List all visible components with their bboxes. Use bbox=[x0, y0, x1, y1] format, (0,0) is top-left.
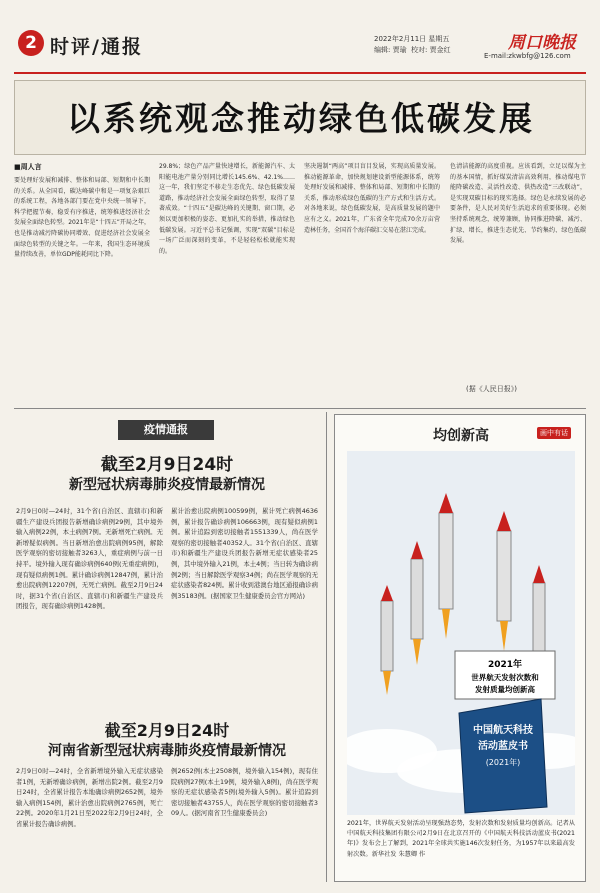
headline-box bbox=[14, 80, 586, 155]
issue-staff bbox=[374, 45, 451, 56]
banner-line2: 世界航天发射次数和 bbox=[471, 673, 539, 682]
epidemic-body-right: 累计治愈出院病例100599例，累计死亡病例4636例，累计报告确诊病例106663例，现有疑似病例1例。累计追踪到密切接触者1551339人，尚在医学观察的密切接触者40352人。31个省(自治区、直辖市)和新疆生产建设兵团报告新增无症状感染者25例，其中境外输入21例，本土4例；当日转为确诊病例2例；当日解除医学观察34例；尚在医学观察的无症状感染者824例。累计收到港澳台地区通报确诊病例35183例。(据国家卫生健康委员会官方网站) bbox=[171, 507, 318, 600]
cartoon-caption: 2021年，世界航天发射活动呈现强劲态势，发射次数和发射质量均创新高。记者从中国航天科技集团有限公司2月9日在北京召开的《中国航天科技活动蓝皮书(2021年)》发布会上了解到，2021年全球共实施146次发射任务，为1957年以来最高发射次数。新华社发 朱慧卿 作 bbox=[347, 820, 575, 858]
proofreader: 校对: 贾金红 bbox=[411, 46, 451, 54]
article-column-2 bbox=[159, 162, 295, 400]
henan-title-line2: 河南省新型冠状病毒肺炎疫情最新情况 bbox=[48, 743, 286, 759]
book-title-line3: (2021年) bbox=[485, 758, 521, 767]
main-headline: 以系统观念推动绿色低碳发展 bbox=[67, 99, 535, 138]
henan-body bbox=[16, 766, 318, 876]
book-title-line1: 中国航天科技 bbox=[473, 725, 533, 736]
issue-date: 2022年2月11日 星期五 bbox=[374, 35, 450, 43]
main-article bbox=[14, 162, 586, 400]
article-column-3 bbox=[304, 162, 440, 400]
issue-meta bbox=[374, 34, 451, 56]
header-rule bbox=[14, 72, 586, 74]
article-text: 要处理好发展和减排、整体和局部、短期和中长期的关系。从全国看，碳达峰碳中和是一项复杂艰巨的系统工程，各地各部门要在党中央统一领导下，科学把握节奏，稳妥有序推进，统筹推进经济社会发展全面绿色转型。2021年是“十四五”开局之年，也是推动减污降碳协同增效、促进经济社会发展全面绿色转型的关键之年。一年来，我国生态环境质量持续改善，单位GDP能耗同比下降。 bbox=[14, 177, 150, 259]
banner-line1: 2021年 bbox=[487, 660, 523, 670]
article-byline: ■周人言 bbox=[14, 163, 42, 171]
cartoon-panel bbox=[334, 414, 586, 882]
column-divider bbox=[326, 412, 327, 882]
section-name: 时评/通报 bbox=[50, 36, 143, 58]
article-source: (据《人民日报》) bbox=[466, 385, 517, 393]
epidemic-title-line2: 新型冠状病毒肺炎疫情最新情况 bbox=[69, 477, 265, 493]
section-divider bbox=[14, 408, 586, 409]
contact-email: E-mail:zkwbfg@126.com bbox=[484, 52, 571, 60]
epidemic-report bbox=[14, 414, 320, 879]
epidemic-body-left: 2月9日0时—24时，31个省(自治区、直辖市)和新疆生产建设兵团报告新增确诊病例29例，其中境外输入病例22例，本土病例7例。无新增死亡病例。无新增疑似病例。当日新增治愈出院病例95例，解除医学观察的密切接触者3263人，重症病例与前一日持平。境外输入现有确诊病例640例(无重症病例)，现有疑似病例1例。累计确诊病例12847例，累计治愈出院病例12207例，无死亡病例。截至2月9日24时，据31个省(自治区、直辖市)和新疆生产建设兵团报告，现有确诊病例1428例。 bbox=[16, 507, 163, 611]
page-number-badge: 2 bbox=[18, 30, 44, 56]
page-header bbox=[14, 26, 586, 68]
cartoon-title: 均创新高 bbox=[433, 428, 489, 444]
blue-book-icon bbox=[459, 699, 547, 813]
article-text: 色清洁能源的高度重视。应该看到，立足以煤为主的基本国情，抓好煤炭清洁高效利用，推动煤电节能降碳改造、灵活性改造、供热改造“三改联动”，是实现双碳目标的现实选择。绿色是永续发展的必要条件，是人民对美好生活追求的重要体现。必须坚持系统观念，统筹兼顾，协同推进降碳、减污、扩绿、增长，推进生态优先、节约集约、绿色低碳发展。 bbox=[450, 163, 586, 245]
article-column-1 bbox=[14, 162, 150, 400]
henan-body-left: 2月9日0时—24时，全省新增境外输入无症状感染者1例，无新增确诊病例，新增出院2例。截至2月9日24时，全省累计报告本地确诊病例2652例，境外输入病例154例，累计治愈出院病例2765例，死亡22例。2020年1月21日至2022年2月9日24时，全省累计报告确诊病例。 bbox=[16, 767, 163, 828]
newspaper-logo: 周口晚报 bbox=[508, 33, 576, 53]
banner-line3: 发射质量均创新高 bbox=[475, 685, 535, 694]
epidemic-body bbox=[16, 506, 318, 706]
rocket-cartoon-illustration bbox=[347, 451, 575, 815]
editor: 编辑: 贾瑜 bbox=[374, 46, 407, 54]
article-text: 29.8%；绿色产品产量快速增长，新能源汽车、太阳能电池产量分别同比增长145.6%、42.1%……这一年，我们坚定不移走生态优先、绿色低碳发展道路，推动经济社会发展全面绿色转型，取得了显著成效。“十四五”是碳达峰的关键期、窗口期，必须以更加积极的姿态、更加扎实的举措，推动绿色低碳发展。习近平总书记强调，实现“双碳”目标是一场广泛而深刻的变革，不是轻轻松松就能实现的。 bbox=[159, 163, 295, 255]
banner-sign bbox=[455, 651, 555, 699]
epidemic-label: 疫情通报 bbox=[118, 420, 214, 440]
henan-title-line1: 截至2月9日24时 bbox=[104, 721, 230, 740]
article-text: 坚决遏制“两高”项目盲目发展，实现高质量发展。推动能源革命，加快规划建设新型能源体系，统筹处理好发展和减排、整体和局部、短期和中长期的关系，推动形成绿色低碳的生产方式和生活方式。对各地来说，绿色低碳发展，是高质量发展的题中应有之义。2021年，广东省全年完成70余万亩营造林任务，全国首个海洋碳汇交易在湛江完成。 bbox=[304, 163, 440, 234]
article-column-4 bbox=[450, 162, 586, 374]
book-title-line2: 活动蓝皮书 bbox=[478, 741, 528, 752]
epidemic-title-line1: 截至2月9日24时 bbox=[100, 455, 234, 475]
henan-body-right: 例2652例(本土2508例，境外输入154例)，现有住院病例27例(本土19例，境外输入8例)，尚在医学观察的无症状感染者5例(境外输入5例)。累计追踪到密切接触者43755人，尚在医学观察的密切接触者309人。(据河南省卫生健康委员会) bbox=[171, 767, 318, 818]
cartoon-tag: 画中有话 bbox=[537, 427, 571, 439]
